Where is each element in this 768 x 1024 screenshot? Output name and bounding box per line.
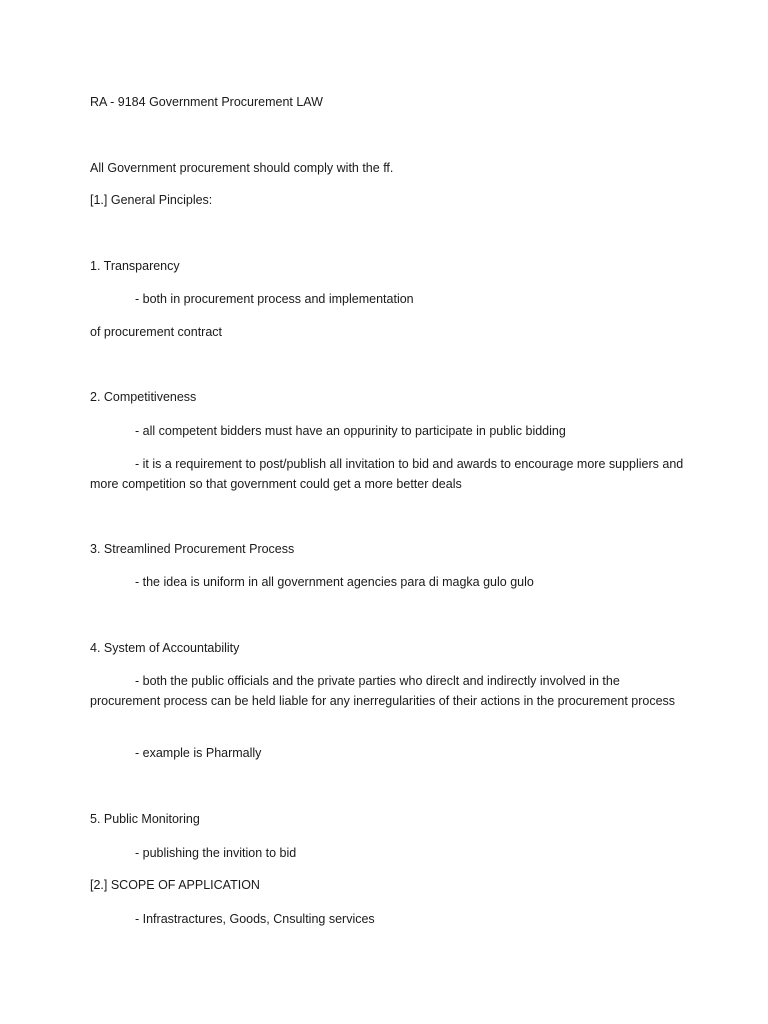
principle-4-line-2: - example is Pharmally	[135, 746, 262, 760]
intro-text: All Government procurement should comply with the ff.	[90, 161, 394, 175]
section-2-heading: [2.] SCOPE OF APPLICATION	[90, 878, 260, 892]
principle-3-line-1: - the idea is uniform in all government agencies para di magka gulo gulo	[135, 575, 534, 589]
principle-4-heading: 4. System of Accountability	[90, 641, 240, 655]
principle-2-line-2: - it is a requirement to post/publish all invitation to bid and awards to encourage more suppliers and more competition so that government could get a more better deals	[90, 457, 684, 491]
principle-1-heading: 1. Transparency	[90, 259, 180, 273]
principle-4-line-1: - both the public officials and the private parties who direclt and indirectly involved in the procurement process can be held liable for any inerregularities of their actions in the procurement process	[90, 674, 676, 708]
section-1-heading: [1.] General Pinciples:	[90, 193, 213, 207]
principle-2-heading: 2. Competitiveness	[90, 390, 197, 404]
principle-3-heading: 3. Streamlined Procurement Process	[90, 542, 295, 556]
principle-2-line-1: - all competent bidders must have an oppurinity to participate in public bidding	[135, 424, 566, 438]
principle-1-line-1: - both in procurement process and implementation	[135, 292, 414, 306]
principle-1-line-2: of procurement contract	[90, 325, 223, 339]
scope-line: - Infrastractures, Goods, Cnsulting services	[135, 912, 375, 926]
principle-5-heading: 5. Public Monitoring	[90, 812, 200, 826]
document-title: RA - 9184 Government Procurement LAW	[90, 95, 323, 109]
principle-5-line-1: - publishing the invition to bid	[135, 846, 297, 860]
